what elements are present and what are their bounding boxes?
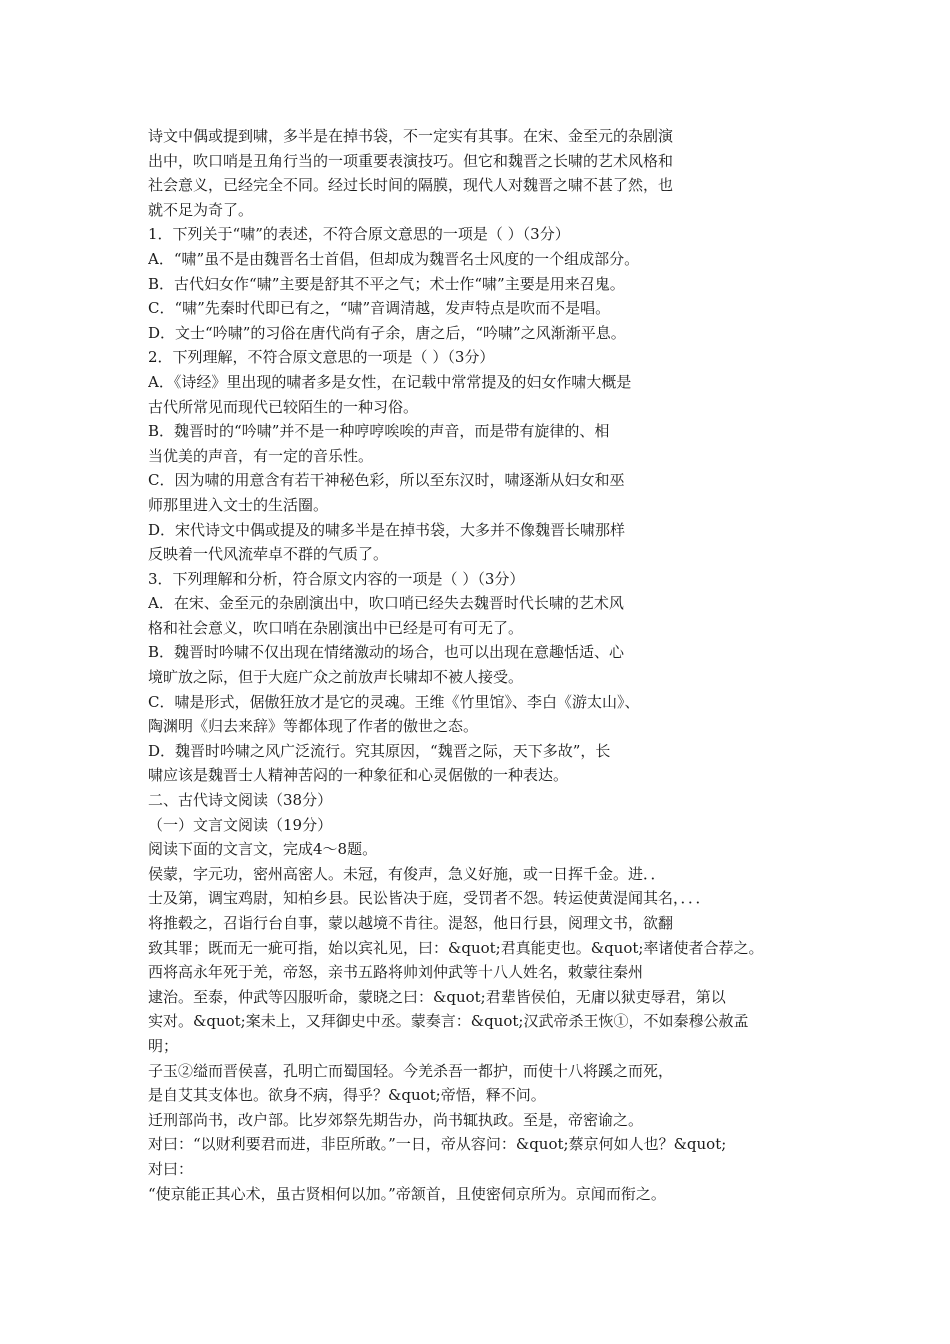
text-line: 阅读下面的文言文，完成4～8题。 — [148, 840, 378, 859]
text-line: B．魏晋时吟啸不仅出现在情绪激动的场合，也可以出现在意趣恬适、心 — [148, 643, 625, 662]
text-line: 子玉②缢而晋侯喜，孔明亡而蜀国轻。今羌杀吾一都护，而使十八将蹊之而死， — [148, 1061, 674, 1080]
text-line: 2．下列理解，不符合原文意思的一项是（ ）（3分） — [148, 348, 495, 367]
text-line: D．魏晋时吟啸之风广泛流行。究其原因，“魏晋之际，天下多故”，长 — [148, 741, 611, 760]
text-line: 侯蒙，字元功，密州高密人。未冠，有俊声，急义好施，或一日挥千金。进．． — [148, 864, 666, 883]
text-line: 对曰： — [148, 1159, 194, 1178]
text-line: 出中，吹口哨是丑角行当的一项重要表演技巧。但它和魏晋之长啸的艺术风格和 — [148, 151, 674, 170]
text-line: C．啸是形式，倨傲狂放才是它的灵魂。王维《竹里馆》、李白《游太山》、 — [148, 692, 640, 711]
text-line: C．因为啸的用意含有若干神秘色彩，所以至东汉时，啸逐渐从妇女和巫 — [148, 471, 625, 490]
text-line: B．古代妇女作“啸”主要是舒其不平之气；术士作“啸”主要是用来召鬼。 — [148, 274, 625, 293]
text-line: D．文士“吟啸”的习俗在唐代尚有孑余，唐之后，“吟啸”之风渐渐平息。 — [148, 323, 626, 342]
text-line: 就不足为奇了。 — [148, 200, 254, 219]
text-line: A．“啸”虽不是由魏晋名士首倡，但却成为魏晋名士风度的一个组成部分。 — [148, 249, 640, 268]
text-line: 二、古代诗文阅读（38分） — [148, 791, 333, 810]
text-line: 逮治。至泰，仲武等囚服听命，蒙晓之曰：&quot;君辈皆侯伯，无庸以狱吏辱君，第以 — [148, 987, 726, 1006]
text-line: 诗文中偶或提到啸，多半是在掉书袋，不一定实有其事。在宋、金至元的杂剧演 — [148, 127, 674, 145]
text-line: 反映着一代风流荦卓不群的气质了。 — [148, 545, 389, 564]
text-line: 格和社会意义，吹口哨在杂剧演出中已经是可有可无了。 — [148, 618, 524, 637]
text-line: 啸应该是魏晋士人精神苦闷的一种象征和心灵倨傲的一种表达。 — [148, 766, 569, 785]
text-line: C．“啸”先秦时代即已有之，“啸”音调清越，发声特点是吹而不是唱。 — [148, 299, 611, 318]
text-line: 对曰：“以财利要君而进，非臣所敢。”一日，帝从容问：&quot;蔡京何如人也？&quot; — [148, 1135, 727, 1154]
text-line: 明； — [148, 1036, 179, 1055]
text-line: 境旷放之际，但于大庭广众之前放声长啸却不被人接受。 — [148, 668, 524, 687]
text-line: （一）文言文阅读（19分） — [148, 815, 333, 834]
text-line: 古代所常见而现代已较陌生的一种习俗。 — [148, 397, 419, 416]
text-line: A．《诗经》里出现的啸者多是女性，在记载中常常提及的妇女作啸大概是 — [148, 372, 632, 391]
text-line: 3．下列理解和分析，符合原文内容的一项是（ ）（3分） — [148, 569, 525, 588]
text-line: “使京能正其心术，虽古贤相何以加。”帝颔首，且使密伺京所为。京闻而衔之。 — [148, 1184, 666, 1203]
text-line: D．宋代诗文中偶或提及的啸多半是在掉书袋，大多并不像魏晋长啸那样 — [148, 520, 626, 539]
text-line: 士及第，调宝鸡尉，知柏乡县。民讼皆决于庭，受罚者不怨。转运使黄湜闻其名，．．． — [148, 889, 711, 908]
text-line: A．在宋、金至元的杂剧演出中，吹口哨已经失去魏晋时代长啸的艺术风 — [148, 594, 624, 613]
text-line: B．魏晋时的“吟啸”并不是一种哼哼唉唉的声音，而是带有旋律的、相 — [148, 422, 610, 441]
text-line: 1．下列关于“啸”的表述，不符合原文意思的一项是（ ）（3分） — [148, 225, 570, 244]
document-body — [148, 124, 818, 1206]
text-line: 将推毂之，召诣行台自事，蒙以越境不肯往。湜怒，他日行县，阅理文书，欲翻 — [148, 914, 674, 932]
text-line: 当优美的声音，有一定的音乐性。 — [148, 446, 374, 465]
text-line: 迁刑部尚书，改户部。比岁郊祭先期告办，尚书辄执政。至是，帝密谕之。 — [148, 1110, 644, 1129]
text-line: 师那里进入文士的生活圈。 — [148, 495, 329, 514]
text-line: 陶渊明《归去来辞》等都体现了作者的傲世之态。 — [148, 717, 479, 736]
text-line: 致其罪；既而无一疵可指，始以宾礼见，曰：&quot;君真能吏也。&quot;率诸使者合荐之。 — [148, 938, 764, 957]
text-line: 是自艾其支体也。欲身不病，得乎？&quot;帝悟，释不问。 — [148, 1086, 546, 1105]
text-line: 实对。&quot;案未上，又拜御史中丞。蒙奏言：&quot;汉武帝杀王恢①，不如秦穆公赦孟 — [148, 1012, 749, 1031]
text-line: 西将高永年死于羌，帝怒，亲书五路将帅刘仲武等十八人姓名，敕蒙往秦州 — [148, 963, 644, 982]
text-line: 社会意义，已经完全不同。经过长时间的隔膜，现代人对魏晋之啸不甚了然，也 — [148, 176, 674, 195]
